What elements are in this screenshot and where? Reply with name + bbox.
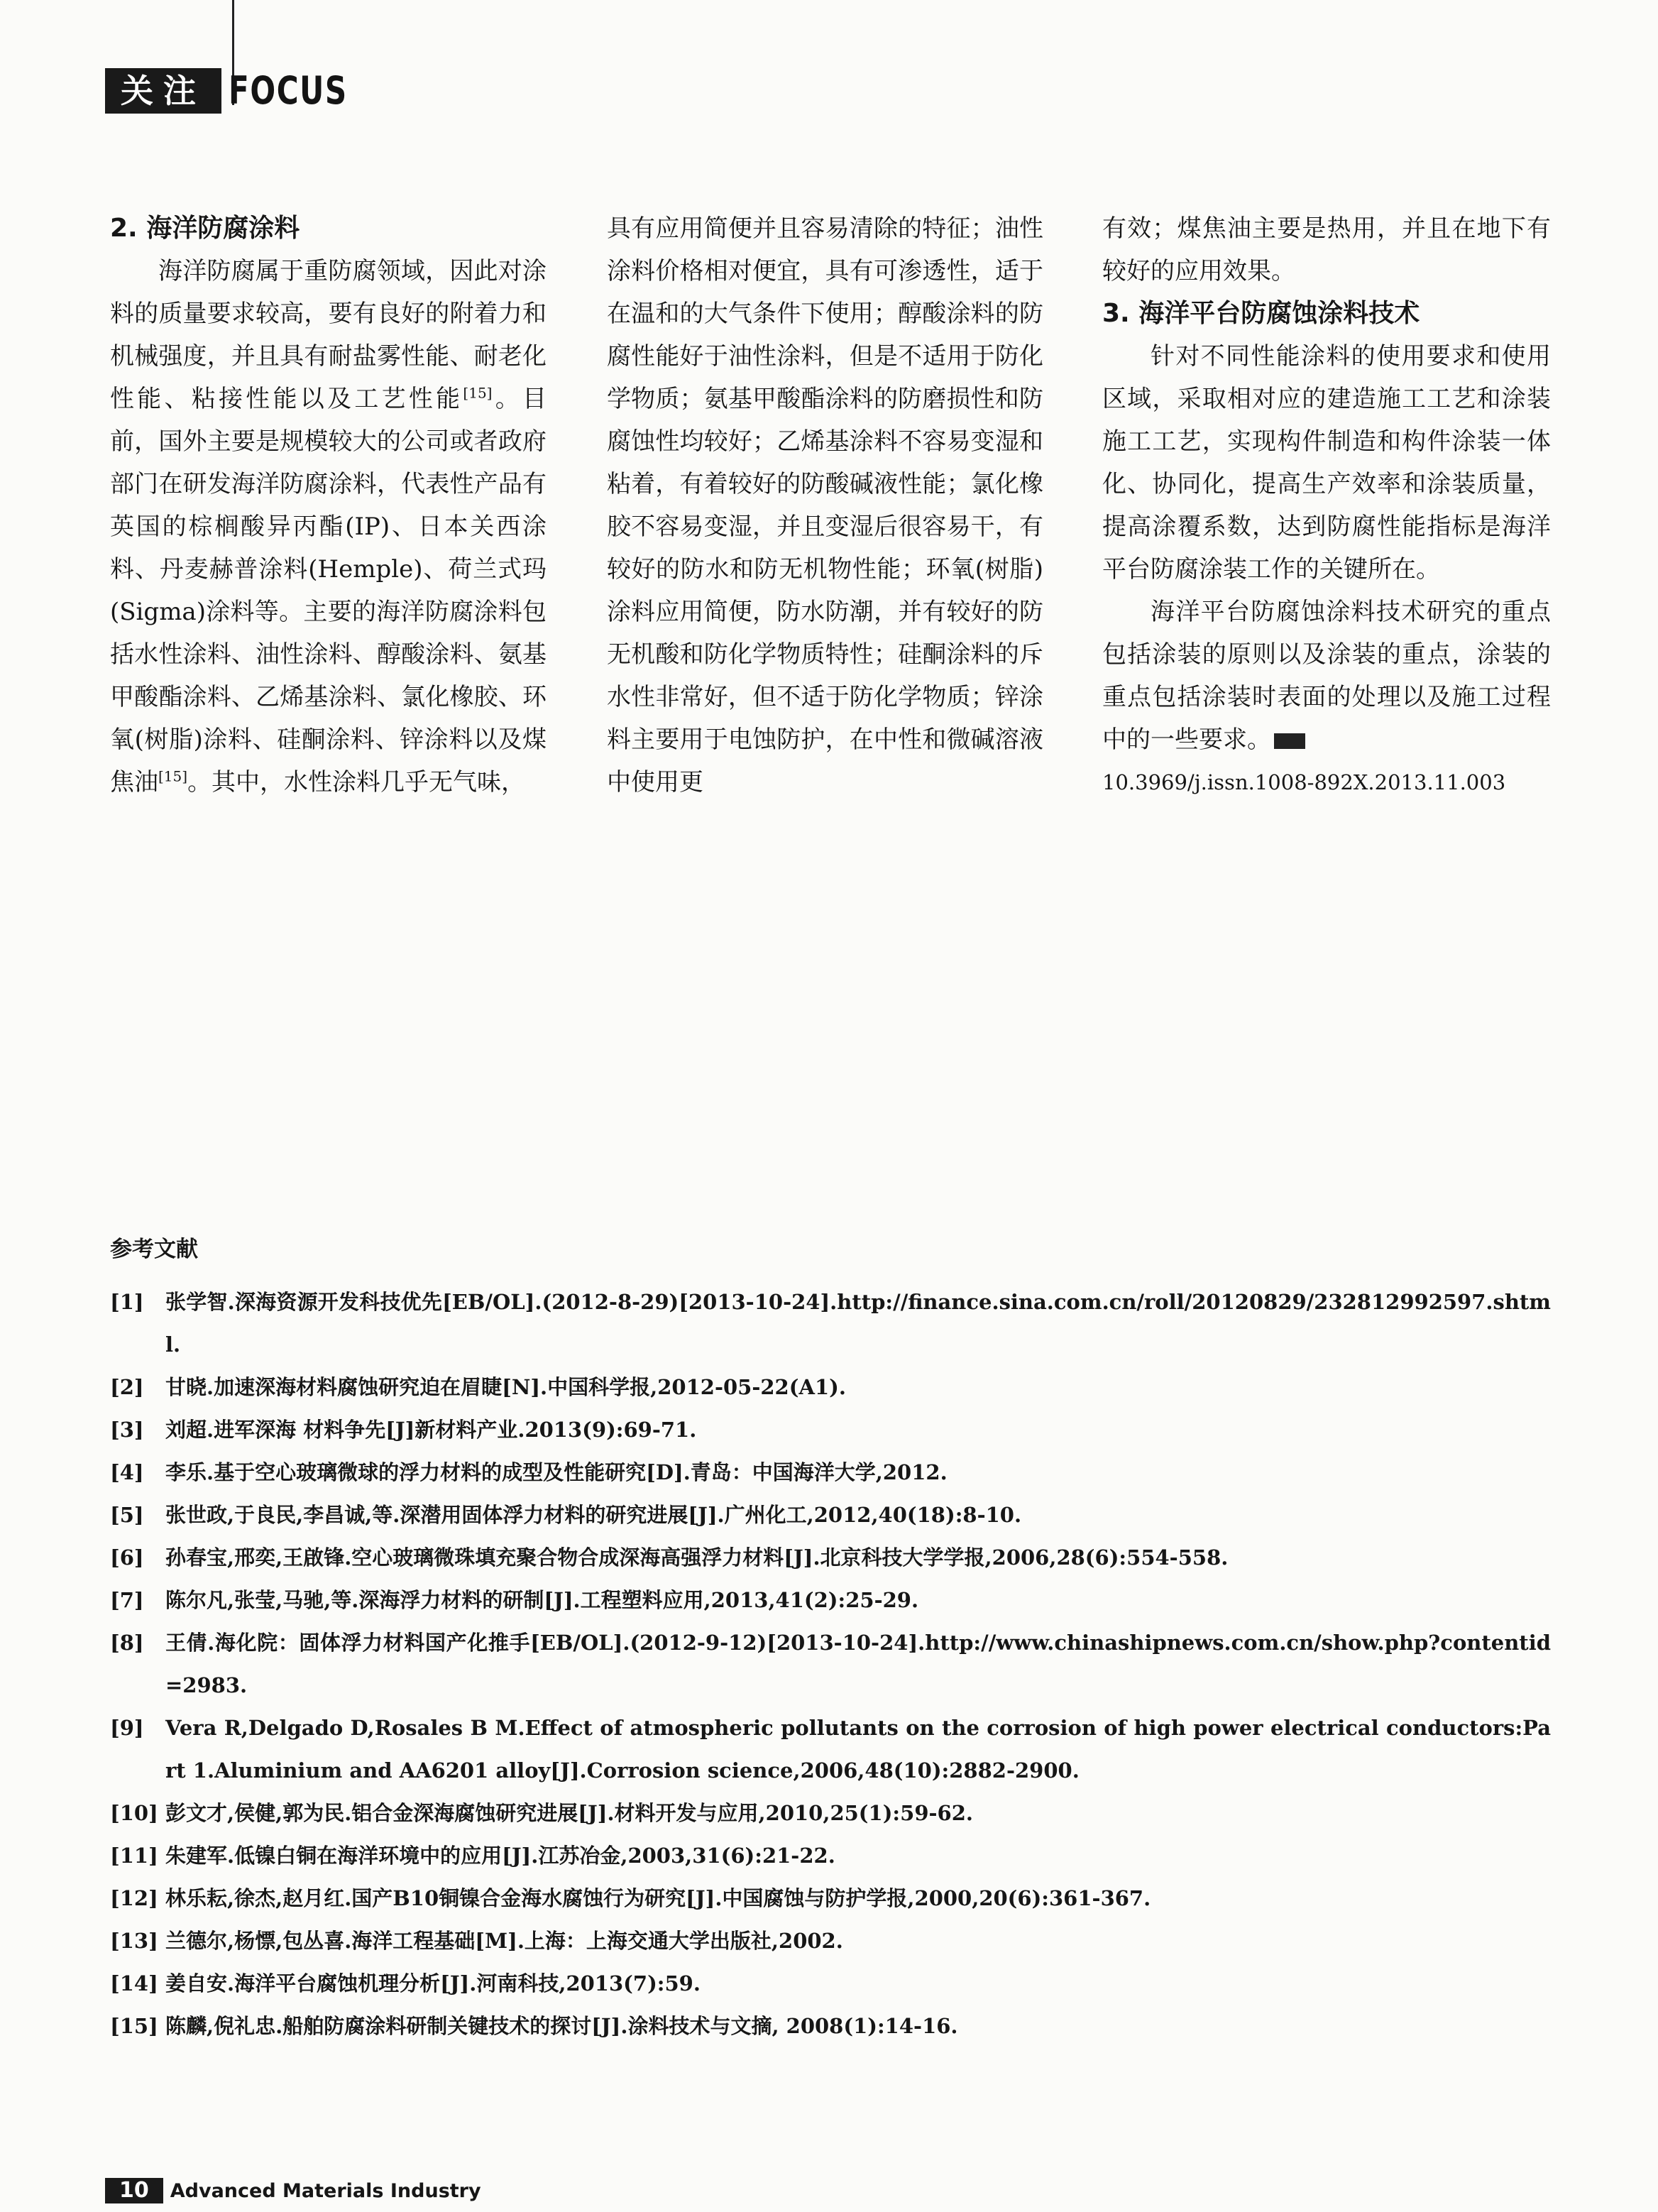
citation: [15] (158, 767, 188, 785)
reference-text: 兰德尔,杨慓,包丛喜.海洋工程基础[M].上海：上海交通大学出版社,2002. (165, 1929, 843, 1953)
reference-item (110, 1366, 1551, 1408)
reference-number: [8] (110, 1631, 144, 1655)
reference-item (110, 1621, 1551, 1707)
section-heading-2: 2. 海洋防腐涂料 (110, 214, 300, 243)
reference-item (110, 1536, 1551, 1579)
reference-text: 李乐.基于空心玻璃微球的浮力材料的成型及性能研究[D].青岛：中国海洋大学,2012. (165, 1460, 948, 1484)
paragraph: 针对不同性能涂料的使用要求和使用区域，采取相对应的建造施工工艺和涂装施工工艺，实现构件制造和构件涂装一体化、协同化，提高生产效率和涂装质量，提高涂覆系数，达到防腐性能指标是海洋平台防腐涂装工作的关键所在。 (1102, 342, 1551, 584)
references-title: 参考文献 (110, 1237, 198, 1262)
reference-item (110, 1281, 1551, 1366)
paragraph: 海洋平台防腐蚀涂料技术研究的重点包括涂装的原则以及涂装的重点，涂装的重点包括涂装时表面的处理以及施工过程中的一些要求。 (1102, 598, 1551, 754)
reference-text: 张学智.深海资源开发科技优先[EB/OL].(2012-8-29)[2013-10-24].http://finance.sina.com.cn/roll/20120829/232812992597.shtml. (165, 1290, 1551, 1357)
column-1 (110, 207, 547, 804)
column-3 (1102, 207, 1551, 804)
reference-number: [3] (110, 1418, 144, 1442)
reference-text: 张世政,于良民,李昌诚,等.深潜用固体浮力材料的研究进展[J].广州化工,2012,40(18):8-10. (165, 1503, 1022, 1527)
journal-name: Advanced Materials Industry (170, 2179, 481, 2202)
reference-text: 王倩.海化院：固体浮力材料国产化推手[EB/OL].(2012-9-12)[2013-10-24].http://www.chinashipnews.com.cn/show.php?contentid=2983. (165, 1631, 1551, 1697)
reference-item (110, 1707, 1551, 1792)
references (110, 1228, 1551, 2047)
reference-text: Vera R,Delgado D,Rosales B M.Effect of atmospheric pollutants on the corrosion of high power electrical conductors:Part 1.Aluminium and AA6201 alloy[J].Corrosion science,2006,48(10):2882-2900. (165, 1716, 1551, 1783)
paragraph: 具有应用简便并且容易清除的特征；油性涂料价格相对便宜，具有可渗透性，适于在温和的大气条件下使用；醇酸涂料的防腐性能好于油性涂料，但是不适用于防化学物质；氨基甲酸酯涂料的防磨损性和防腐蚀性均较好；乙烯基涂料不容易变湿和粘着，有着较好的防酸碱液性能；氯化橡胶不容易变湿，并且变湿后很容易干，有较好的防水和防无机物性能；环氧(树脂)涂料应用简便，防水防潮，并有较好的防无机酸和防化学物质特性；硅酮涂料的斥水性非常好，但不适于防化学物质；锌涂料主要用于电蚀防护，在中性和微碱溶液中使用更 (607, 214, 1043, 796)
reference-item (110, 1408, 1551, 1451)
page-footer (105, 2178, 481, 2203)
reference-number: [11] (110, 1844, 158, 1868)
reference-item (110, 1792, 1551, 1834)
reference-number: [14] (110, 1971, 158, 1995)
reference-number: [9] (110, 1716, 144, 1740)
end-mark-icon (1274, 733, 1305, 749)
reference-number: [2] (110, 1375, 144, 1399)
reference-item (110, 1962, 1551, 2005)
reference-number: [10] (110, 1801, 158, 1825)
reference-text: 刘超.进军深海 材料争先[J]新材料产业.2013(9):69-71. (165, 1418, 697, 1442)
reference-text: 林乐耘,徐杰,赵月红.国产B10铜镍合金海水腐蚀行为研究[J].中国腐蚀与防护学报,2000,20(6):361-367. (165, 1886, 1151, 1910)
reference-text: 孙春宝,邢奕,王啟锋.空心玻璃微珠填充聚合物合成深海高强浮力材料[J].北京科技大学学报,2006,28(6):554-558. (165, 1545, 1229, 1570)
section-header (105, 68, 381, 114)
paragraph: 有效；煤焦油主要是热用，并且在地下有较好的应用效果。 (1102, 214, 1551, 285)
reference-item (110, 1920, 1551, 1962)
reference-item (110, 1451, 1551, 1494)
reference-item (110, 1834, 1551, 1877)
reference-text: 彭文才,侯健,郭为民.铝合金深海腐蚀研究进展[J].材料开发与应用,2010,25(1):59-62. (165, 1801, 973, 1825)
column-2 (607, 207, 1043, 804)
reference-number: [13] (110, 1929, 158, 1953)
reference-text: 陈麟,倪礼忠.船舶防腐涂料研制关键技术的探讨[J].涂料技术与文摘, 2008(1):14-16. (165, 2014, 958, 2038)
page-number: 10 (105, 2178, 163, 2203)
reference-text: 朱建军.低镍白铜在海洋环境中的应用[J].江苏冶金,2003,31(6):21-22. (165, 1844, 835, 1868)
reference-number: [4] (110, 1460, 144, 1484)
reference-item (110, 2005, 1551, 2047)
reference-text: 陈尔凡,张莹,马驰,等.深海浮力材料的研制[J].工程塑料应用,2013,41(2):25-29. (165, 1588, 919, 1612)
section-label-en: FOCUS (229, 68, 348, 113)
reference-number: [6] (110, 1545, 144, 1570)
reference-text: 姜自安.海洋平台腐蚀机理分析[J].河南科技,2013(7):59. (165, 1971, 701, 1995)
reference-list (110, 1281, 1551, 2047)
doi: 10.3969/j.issn.1008-892X.2013.11.003 (1102, 770, 1506, 794)
paragraph: 海洋防腐属于重防腐领域，因此对涂料的质量要求较高，要有良好的附着力和机械强度，并且具有耐盐雾性能、耐老化性能、粘接性能以及工艺性能[15]。目前，国外主要是规模较大的公司或者政府部门在研发海洋防腐涂料，代表性产品有英国的棕榈酸异丙酯(IP)、日本关西涂料、丹麦赫普涂料(Hemple)、荷兰式玛(Sigma)涂料等。主要的海洋防腐涂料包括水性涂料、油性涂料、醇酸涂料、氨基甲酸酯涂料、乙烯基涂料、氯化橡胶、环氧(树脂)涂料、硅酮涂料、锌涂料以及煤焦油[15]。其中，水性涂料几乎无气味， (110, 257, 547, 796)
section-heading-3: 3. 海洋平台防腐蚀涂料技术 (1102, 299, 1420, 328)
reference-item (110, 1579, 1551, 1621)
section-label-cn: 关注 (105, 68, 221, 114)
reference-item (110, 1494, 1551, 1536)
reference-number: [15] (110, 2014, 158, 2038)
citation: [15] (463, 384, 493, 402)
reference-number: [12] (110, 1886, 158, 1910)
reference-number: [5] (110, 1503, 144, 1527)
reference-item (110, 1877, 1551, 1920)
reference-number: [1] (110, 1290, 144, 1314)
reference-number: [7] (110, 1588, 144, 1612)
reference-text: 甘晓.加速深海材料腐蚀研究迫在眉睫[N].中国科学报,2012-05-22(A1). (165, 1375, 846, 1399)
